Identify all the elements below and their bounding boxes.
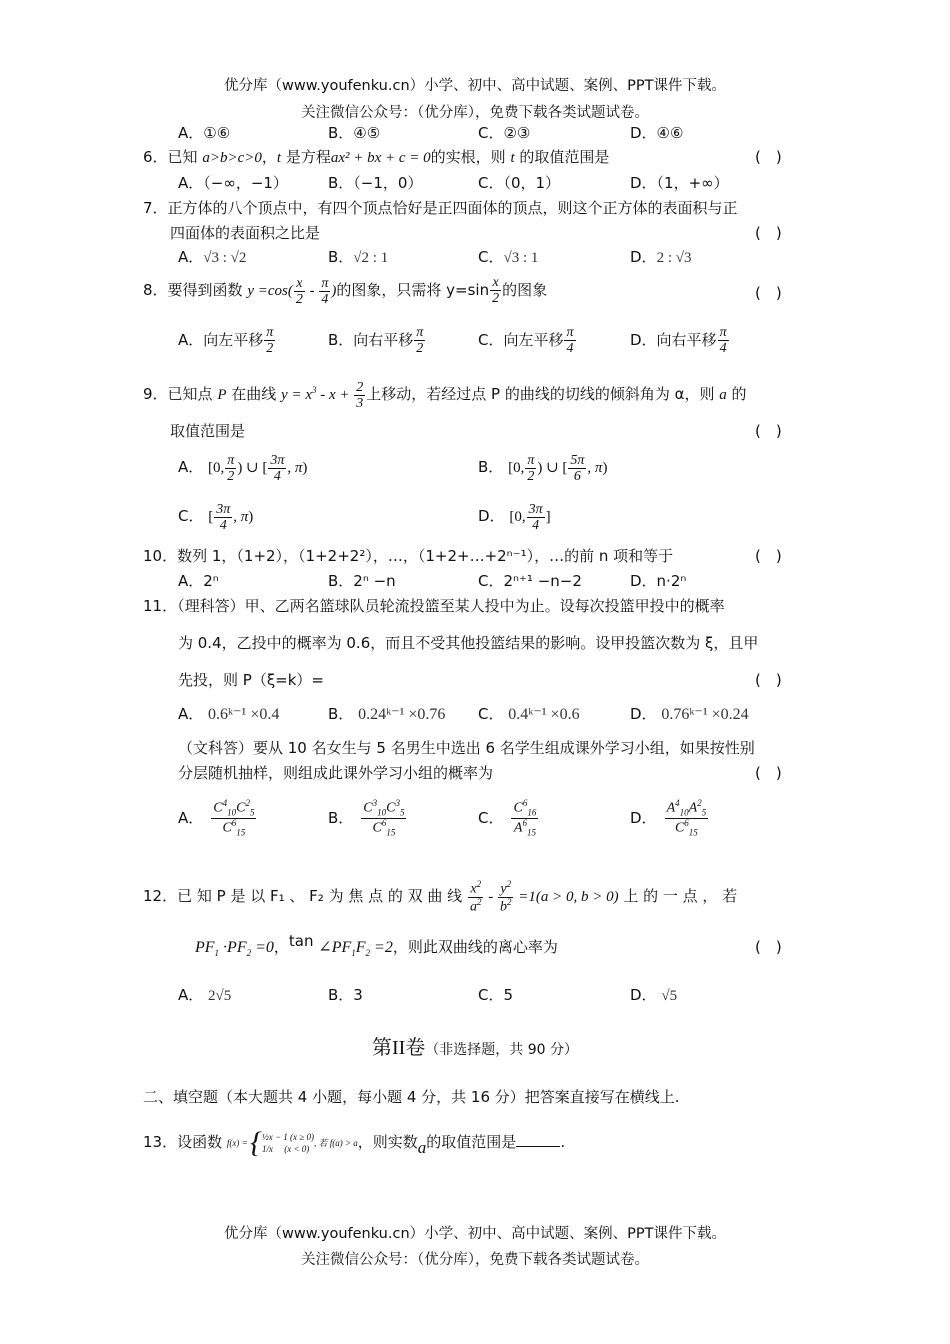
option-d: D． $\frac{A^4_{10}A^2_5}{C^6_{15}}$ [630,797,707,838]
question-6-stem: 6．已知 a>b>c>0，t 是方程ax² + bx + c = 0的实根，则 t 的取值范围是 [143,148,610,166]
option-a: A． 2√5 [178,986,232,1004]
option-b: B． [0, $\frac{\pi}{2}$ ) ∪ [ $\frac{5\pi}{6}$ , π) [478,452,608,485]
option-d: D．④⑥ [630,124,684,142]
option-b: B．（−1，0） [328,174,423,192]
option-d: D． [0, $\frac{3\pi}{4}$ ] [478,501,551,534]
answer-paren: ( ) [755,422,782,440]
option-d: D． 0.76ᵏ⁻¹ ×0.24 [630,705,749,723]
question-number: 12． [143,887,178,905]
piecewise-function: f(x) = {½x − 1 (x ≥ 0) 1/x (x < 0), 若 f(a) > a [226,1126,358,1160]
question-number: 11． [143,597,178,615]
option-a: A．2ⁿ [178,572,219,590]
option-b: B． $\frac{C^3_{10}C^3_5}{C^6_{15}}$ [328,797,405,838]
option-c: C．向左平移 $\frac{\pi}{4}$ [478,324,574,356]
option-c: C．5 [478,986,514,1004]
question-number: 8． [143,281,168,299]
question-7-stem: 7．正方体的八个顶点中，有四个顶点恰好是正四面体的顶点，则这个正方体的表面积与正 [143,199,738,217]
answer-paren: ( ) [755,938,782,956]
question-9-stem: 9．已知点 P 在曲线 $y = x^3 - x$ + $\frac{2}{3}$ 上移动，若经过点 P 的曲线的切线的倾斜角为 α，则 a 的 [143,379,747,412]
hyperbola-equation: $\frac{x^2}{a^2}$ - $\frac{y^2}{b^2}$ =1(a > 0, b > 0) [469,879,619,915]
answer-paren: ( ) [755,547,782,565]
question-11-wen-line2: 分层随机抽样，则组成此课外学习小组的概率为 [178,764,494,782]
option-a: A． 0.6ᵏ⁻¹ ×0.4 [178,705,280,723]
question-11-wen-line1: （文科答）要从 10 名女生与 5 名男生中选出 6 名学生组成课外学习小组，如果按性别 [178,739,755,757]
footer-line-2: 关注微信公众号：（优分库），免费下载各类试题试卷。 [301,1252,649,1268]
option-b: B．④⑤ [328,124,381,142]
question-number: 6． [143,148,168,166]
answer-paren: ( ) [755,148,782,166]
answer-paren: ( ) [755,671,782,689]
option-d: D．向右平移 $\frac{\pi}{4}$ [630,324,727,356]
question-11-stem-line3: 先投，则 P（ξ=k）= [178,671,325,689]
answer-paren: ( ) [755,224,782,242]
option-c: C．（0，1） [478,174,561,192]
option-a: A．向左平移 $\frac{\pi}{2}$ [178,324,274,356]
option-b: B．2ⁿ −n [328,572,396,590]
option-a: A．√3 : √2 [178,248,247,266]
answer-blank[interactable] [516,1134,560,1147]
question-number: 10． [143,547,178,565]
answer-paren: ( ) [755,284,782,302]
question-10-stem: 10．数列 1，（1+2），（1+2+2²），…，（1+2+…+2ⁿ⁻¹），…的前 n 项和等于 [143,547,674,565]
answer-paren: ( ) [755,764,782,782]
option-a: A．（−∞，−1） [178,174,288,192]
option-c: C． [ $\frac{3\pi}{4}$ , π) [178,501,254,534]
option-b: B．3 [328,986,363,1004]
option-d: D． √5 [630,986,678,1004]
option-b: B．向右平移 $\frac{\pi}{2}$ [328,324,424,356]
option-b: B． 0.24ᵏ⁻¹ ×0.76 [328,705,446,723]
option-d: D．（1，+∞） [630,174,729,192]
section-2-instructions: 二、填空题（本大题共 4 小题，每小题 4 分，共 16 分）把答案直接写在横线上. [143,1088,680,1106]
question-number: 7． [143,199,168,217]
option-b: B．√2 : 1 [328,248,389,266]
option-c: C．②③ [478,124,531,142]
question-number: 13． [143,1133,178,1151]
question-11-stem-line2: 为 0.4，乙投中的概率为 0.6，而且不受其他投篮结果的影响。设甲投篮次数为 ξ，且甲 [178,634,759,652]
question-12-condition: $PF_1 \cdot PF_2 =0$，$\tan \angle PF_1F_2 =2$，则此双曲线的离心率为 [195,932,558,959]
option-a: A．①⑥ [178,124,231,142]
question-13: 13．设函数 f(x) = {½x − 1 (x ≥ 0) 1/x (x < 0), 若 f(a) > a，则实数a的取值范围是 . [143,1122,565,1163]
option-a: A． $\frac{C^4_{10}C^2_5}{C^6_{15}}$ [178,797,255,838]
question-number: 9． [143,385,168,403]
option-d: D．n·2ⁿ [630,572,687,590]
curve-expression: $y = x^3 - x$ + $\frac{2}{3}$ [281,379,364,412]
footer-line-1: 优分库（www.youfenku.cn）小学、初中、高中试题、案例、PPT课件下载。 [224,1226,726,1242]
question-9-stem-line2: 取值范围是 [170,422,246,440]
header-line-2: 关注微信公众号：（优分库），免费下载各类试题试卷。 [301,105,649,121]
option-a: A． [0, $\frac{\pi}{2}$ ) ∪ [ $\frac{3\pi}{4}$ , π) [178,452,308,485]
header-line-1: 优分库（www.youfenku.cn）小学、初中、高中试题、案例、PPT课件下载。 [224,78,726,94]
option-c: C．2ⁿ⁺¹ −n−2 [478,572,582,590]
question-12-stem: 12．已 知 P 是 以 F₁ 、 F₂ 为 焦 点 的 双 曲 线 $\frac{x^2}{a^2}$ - $\frac{y^2}{b^2}$ =1(a > 0, b > 0) 上 的 一 点 ， 若 [143,879,738,915]
function-expression: y =cos( $\frac{x}{2}$ - $\frac{\pi}{4}$ ) [247,275,337,308]
option-c: C． $\frac{C^6_{16}}{A^6_{15}}$ [478,797,537,838]
option-c: C．√3 : 1 [478,248,539,266]
option-c: C． 0.4ᵏ⁻¹ ×0.6 [478,705,580,723]
question-7-stem-line2: 四面体的表面积之比是 [170,224,321,242]
option-d: D．2 : √3 [630,248,692,266]
question-11-stem: 11．（理科答）甲、乙两名篮球队员轮流投篮至某人投中为止。设每次投篮甲投中的概率 [143,597,725,615]
section-2-heading: 第II卷（非选择题，共 90 分） [371,1037,579,1059]
question-8-stem: 8．要得到函数 y =cos( $\frac{x}{2}$ - $\frac{\pi}{4}$ )的图象，只需将 y=sin $\frac{x}{2}$ 的图象 [143,274,548,308]
